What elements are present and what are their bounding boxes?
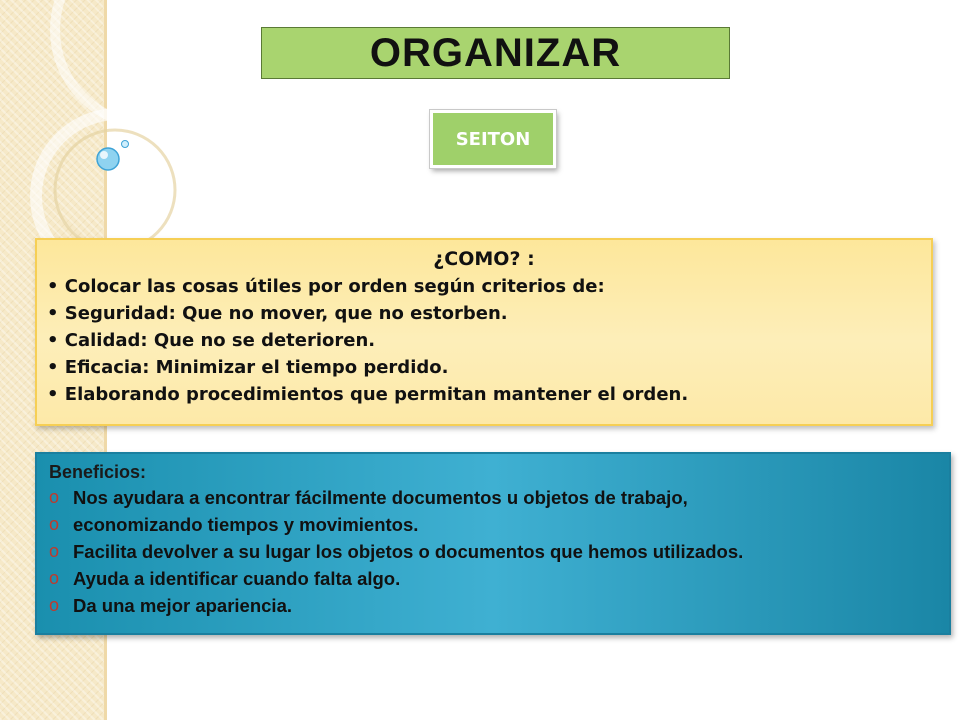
beneficio-item: [49, 592, 937, 619]
bubble-small: [122, 141, 129, 148]
bubble-highlight: [100, 151, 108, 159]
como-item: • Calidad: Que no se deterioren.: [47, 330, 376, 351]
ring-inner: [55, 130, 175, 250]
ring-large: [55, 0, 200, 125]
bullet-icon: o: [49, 568, 60, 588]
beneficio-text: Facilita devolver a su lugar los objetos o documentos que hemos utilizados.: [73, 541, 744, 562]
como-list: [47, 273, 921, 408]
title-banner: [261, 27, 730, 79]
como-item: • Elaborando procedimientos que permitan mantener el orden.: [47, 384, 689, 405]
beneficio-item: [49, 511, 937, 538]
como-item: • Colocar las cosas útiles por orden según criterios de:: [47, 276, 605, 297]
bullet-icon: o: [49, 541, 60, 561]
beneficios-heading: Beneficios:: [49, 462, 147, 482]
bullet-icon: o: [49, 514, 60, 534]
beneficio-text: Ayuda a identificar cuando falta algo.: [73, 568, 401, 589]
beneficio-text: Nos ayudara a encontrar fácilmente documentos u objetos de trabajo,: [73, 487, 688, 508]
como-box: [35, 238, 933, 426]
beneficios-list: [49, 484, 937, 619]
como-item: • Seguridad: Que no mover, que no estorben.: [47, 303, 508, 324]
beneficio-item: [49, 484, 937, 511]
beneficios-box: [35, 452, 951, 635]
beneficio-text: Da una mejor apariencia.: [73, 595, 293, 616]
como-heading: ¿COMO? :: [433, 248, 535, 270]
page-title: ORGANIZAR: [369, 30, 622, 75]
bullet-icon: o: [49, 487, 60, 507]
bullet-icon: o: [49, 595, 60, 615]
seiton-badge: [430, 110, 556, 168]
beneficio-item: [49, 565, 937, 592]
como-item: • Eficacia: Minimizar el tiempo perdido.: [47, 357, 449, 378]
badge-label: SEITON: [455, 128, 531, 150]
beneficio-item: [49, 538, 937, 565]
beneficio-text: economizando tiempos y movimientos.: [73, 514, 419, 535]
bubble-large: [97, 148, 119, 170]
